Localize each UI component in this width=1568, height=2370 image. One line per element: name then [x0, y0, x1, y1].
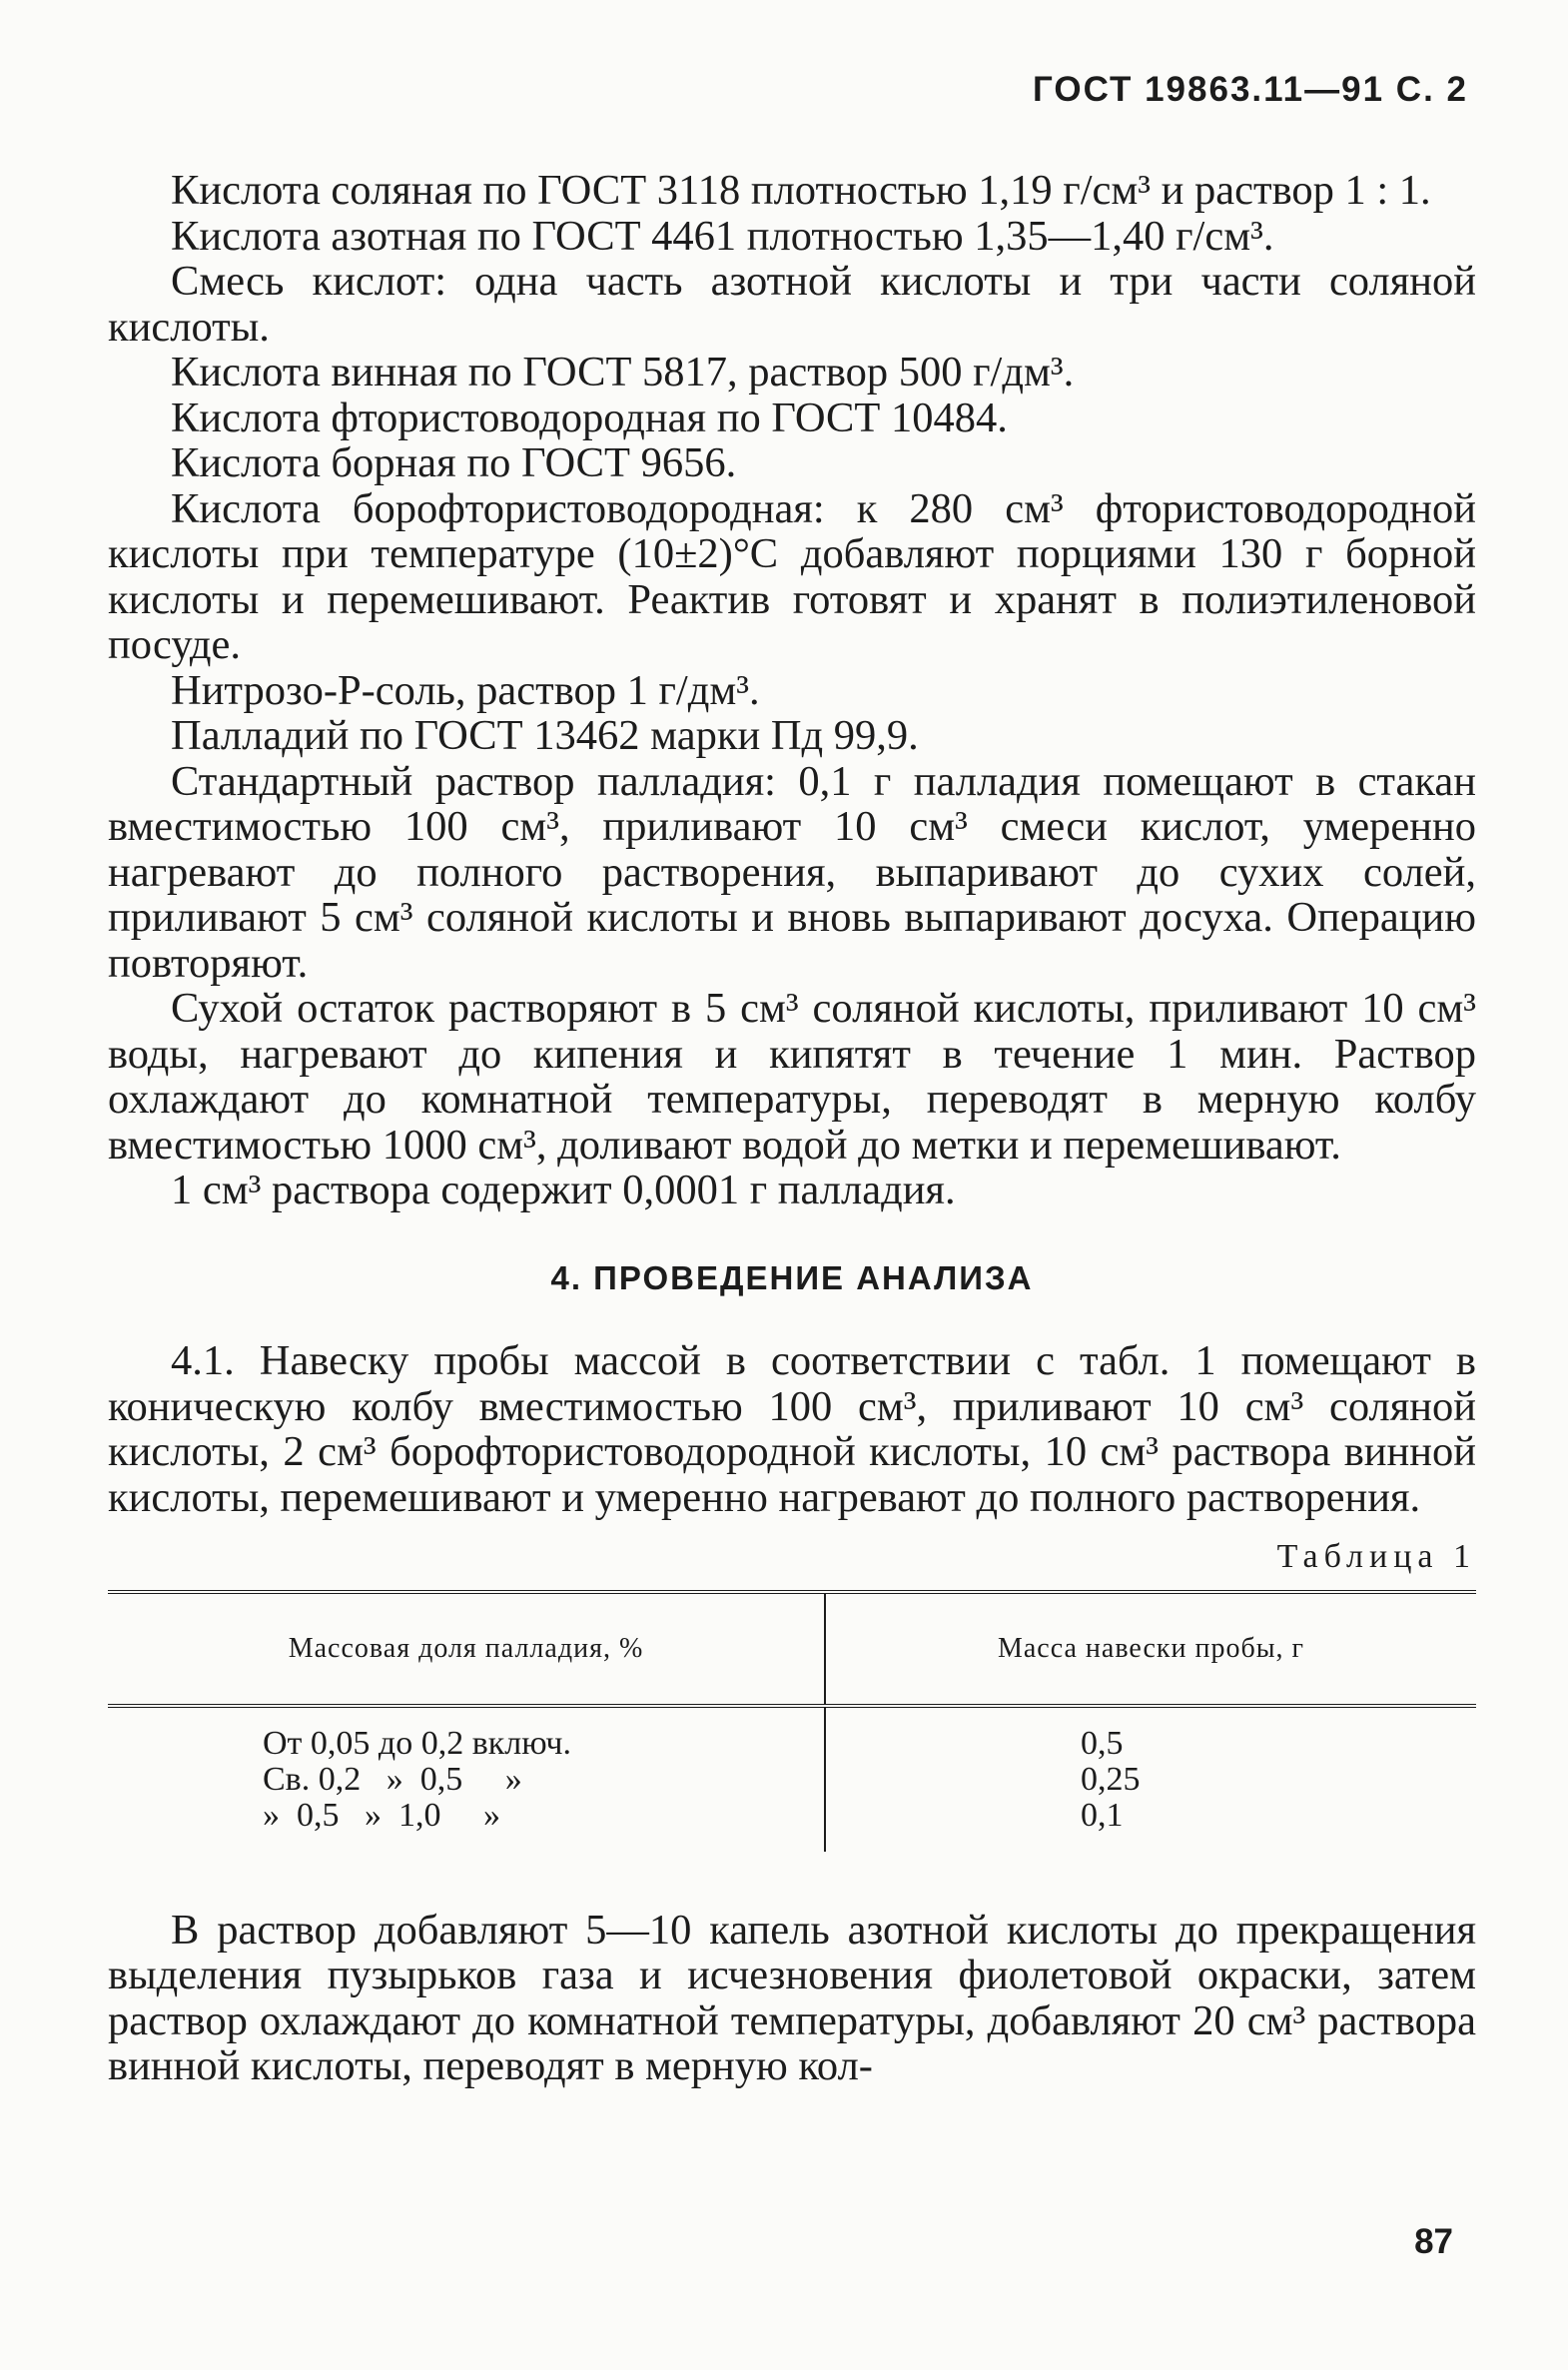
paragraph-hydrochloric-acid: Кислота соляная по ГОСТ 3118 плотностью 1,19 г/см³ и раствор 1 : 1. — [171, 167, 1431, 214]
section-heading: 4. ПРОВЕДЕНИЕ АНАЛИЗА — [550, 1258, 1034, 1296]
table-1 — [108, 1590, 1476, 1852]
table-body — [108, 1708, 1476, 1852]
table-column-mass-fraction — [108, 1708, 826, 1852]
table-cell: Св. 0,2 » 0,5 » — [263, 1760, 522, 1798]
paragraph-4-1: 4.1. Навеску пробы массой в соответствии с табл. 1 помещают в коническую колбу вместимостью 100 см³, приливают 10 см³ соляной кислоты, 2 см³ борофтористоводородной кислоты, 10 см³ раствора винной кислоты, перемешивают и умеренно нагревают до полного растворения. — [108, 1337, 1476, 1521]
table-cell: 0,25 — [1081, 1760, 1141, 1798]
paragraph-palladium: Палладий по ГОСТ 13462 марки Пд 99,9. — [171, 712, 919, 759]
table-caption: Таблица 1 — [1276, 1538, 1476, 1575]
paragraph-hydrofluoric-acid: Кислота фтористоводородная по ГОСТ 10484. — [171, 394, 1008, 441]
paragraph-boric-acid: Кислота борная по ГОСТ 9656. — [171, 439, 737, 486]
table-cell: 0,5 — [1081, 1724, 1124, 1762]
paragraph-acid-mixture: Смесь кислот: одна часть азотной кислоты и три части соляной кислоты. — [108, 258, 1476, 351]
paragraph-concentration: 1 см³ раствора содержит 0,0001 г палладия. — [171, 1167, 956, 1213]
table-header-sample-mass: Масса навески пробы, г — [997, 1632, 1305, 1664]
table-cell: » 0,5 » 1,0 » — [263, 1796, 500, 1834]
body-text — [108, 168, 1476, 2089]
paragraph-nitric-acid: Кислота азотная по ГОСТ 4461 плотностью 1,35—1,40 г/см³. — [171, 212, 1274, 260]
paragraph-tartaric-acid: Кислота винная по ГОСТ 5817, раствор 500 г/дм³. — [171, 349, 1075, 395]
paragraph-standard-solution: Стандартный раствор палладия: 0,1 г палладия помещают в стакан вместимостью 100 см³, приливают 10 см³ смеси кислот, умеренно нагревают до полного растворения, выпаривают до сухих солей, приливают 5 см³ соляной кислоты и вновь выпаривают досуха. Операцию повторяют. — [108, 757, 1476, 987]
table-cell: 0,1 — [1081, 1796, 1124, 1834]
running-title: ГОСТ 19863.11—91 С. 2 — [1032, 70, 1468, 109]
table-column-sample-mass — [826, 1708, 1476, 1852]
page-number: 87 — [1414, 2222, 1453, 2261]
table-cell: От 0,05 до 0,2 включ. — [263, 1724, 571, 1762]
paragraph-after-table: В раствор добавляют 5—10 капель азотной кислоты до прекращения выделения пузырьков газа и исчезновения фиолетовой окраски, затем раствор охлаждают до комнатной температуры, добавляют 20 см³ раствора винной кислоты, переводят в мерную кол- — [108, 1906, 1476, 2089]
paragraph-dry-residue: Сухой остаток растворяют в 5 см³ соляной кислоты, приливают 10 см³ воды, нагревают до кипения и кипятят в течение 1 мин. Раствор охлаждают до комнатной температуры, переводят в мерную колбу вместимостью 1000 см³, доливают водой до метки и перемешивают. — [108, 985, 1476, 1169]
table-header-row — [108, 1594, 1476, 1704]
paragraph-fluoroboric-acid: Кислота борофтористоводородная: к 280 см³ фтористоводородной кислоты при температуре (10±2)°С добавляют порциями 130 г борной кислоты и перемешивают. Реактив готовят и хранят в полиэтиленовой посуде. — [108, 484, 1476, 668]
paragraph-nitroso-r-salt: Нитрозо-Р-соль, раствор 1 г/дм³. — [171, 666, 760, 714]
table-header-mass-fraction: Массовая доля палладия, % — [108, 1594, 826, 1704]
